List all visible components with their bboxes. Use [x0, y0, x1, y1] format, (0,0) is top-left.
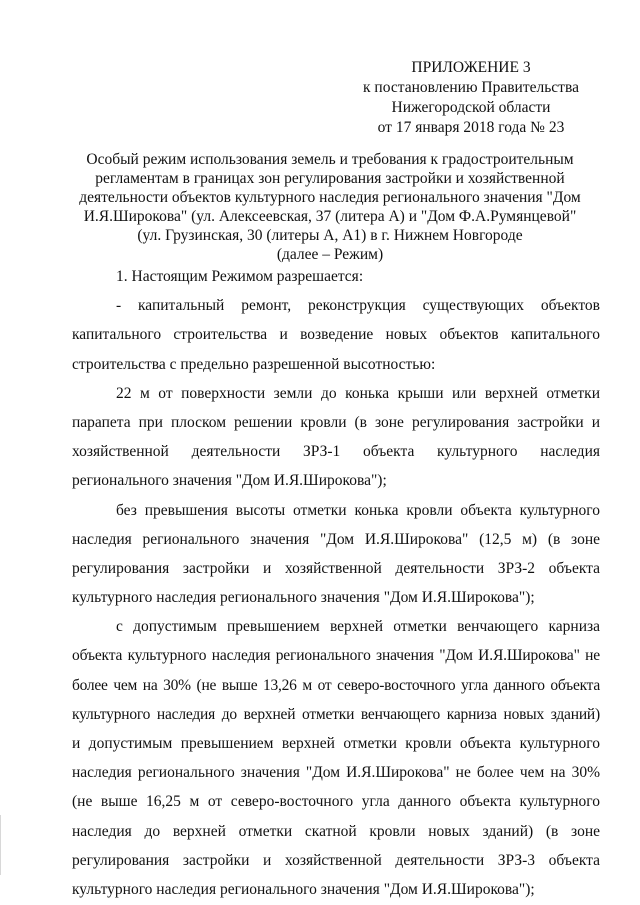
title-line: регламентам в границах зон регулирования застройки и хозяйственной [95, 170, 565, 187]
body-line: парапета при плоском решении кровли (в зоне регулирования застройки и [72, 413, 600, 431]
appendix-line: Нижегородской области [391, 99, 551, 116]
dash-word: - [116, 297, 122, 315]
title-line: Особый режим использования земель и требования к градостроительным [86, 151, 574, 168]
body-line: регулирования застройки и хозяйственной деятельности ЗРЗ-3 объекта [72, 851, 600, 869]
scan-edge-mark [0, 815, 1, 875]
appendix-line: к постановлению Правительства [363, 79, 579, 96]
appendix-line: от 17 января 2018 года № 23 [377, 119, 565, 136]
dash-word: реконструкция [307, 297, 406, 315]
body-line: объекта культурного наследия регионального значения "Дом И.Я.Широкова" не [72, 647, 600, 665]
body-line: 22 м от поверхности земли до конька крыши или верхней отметки [116, 384, 600, 402]
dash-word: капитальный [138, 297, 225, 315]
appendix-heading: ПРИЛОЖЕНИЕ 3 [411, 59, 531, 76]
body-line: (не выше 16,25 м от северо-восточного угла данного объекта культурного [72, 793, 600, 811]
title-line: деятельности объектов культурного наследия регионального значения "Дом [79, 189, 581, 206]
body-line: культурного наследия регионального значения "Дом И.Я.Широкова"); [72, 589, 535, 607]
body-line: регионального значения "Дом И.Я.Широкова"); [72, 472, 387, 490]
body-line: культурного наследия регионального значения "Дом И.Я.Широкова"); [72, 880, 535, 898]
appendix-block [340, 58, 602, 138]
dash-word: существующих [422, 297, 525, 315]
body-line: и допустимым превышением верхней отметки кровли объекта культурного [72, 735, 600, 752]
body-line: хозяйственной деятельности ЗРЗ-1 объекта культурного наследия [72, 443, 600, 461]
dash-word: объектов [540, 297, 600, 315]
item-heading: 1. Настоящим Режимом разрешается: [116, 268, 364, 285]
body-line: наследия до верхней отметки скатной кровли новых зданий) (в зоне [72, 822, 600, 840]
title-line: (ул. Грузинская, 30 (литеры А, А1) в г. Нижнем Новгороде [137, 227, 523, 244]
body-line: регулирования застройки и хозяйственной деятельности ЗРЗ-2 объекта [72, 559, 600, 577]
title-line: И.Я.Широкова" (ул. Алексеевская, 37 (литера А) и "Дом Ф.А.Румянцевой" [83, 208, 577, 225]
body-line: капитального строительства и возведение новых объектов капитального [72, 326, 600, 344]
body-line: с допустимым превышением верхней отметки венчающего карниза [116, 618, 600, 636]
body-line: наследия регионального значения "Дом И.Я.Широкова" не более чем на 30% [72, 764, 600, 782]
body-line: наследия регионального значения "Дом И.Я.Широкова" (12,5 м) (в зоне [72, 530, 600, 548]
document-body [72, 262, 600, 904]
body-line: более чем на 30% (не выше 13,26 м от северо-восточного угла данного объекта [72, 676, 600, 694]
body-line: без превышения высоты отметки конька кровли объекта культурного [116, 501, 600, 519]
body-line: культурного наследия до верхней отметки венчающего карниза новых зданий) [72, 705, 600, 723]
dash-list-line [72, 291, 600, 320]
document-title [60, 150, 600, 264]
body-line: строительства с предельно разрешенной высотностью: [72, 355, 436, 373]
title-line: (далее – Режим) [276, 246, 384, 263]
dash-word: ремонт, [241, 297, 292, 315]
